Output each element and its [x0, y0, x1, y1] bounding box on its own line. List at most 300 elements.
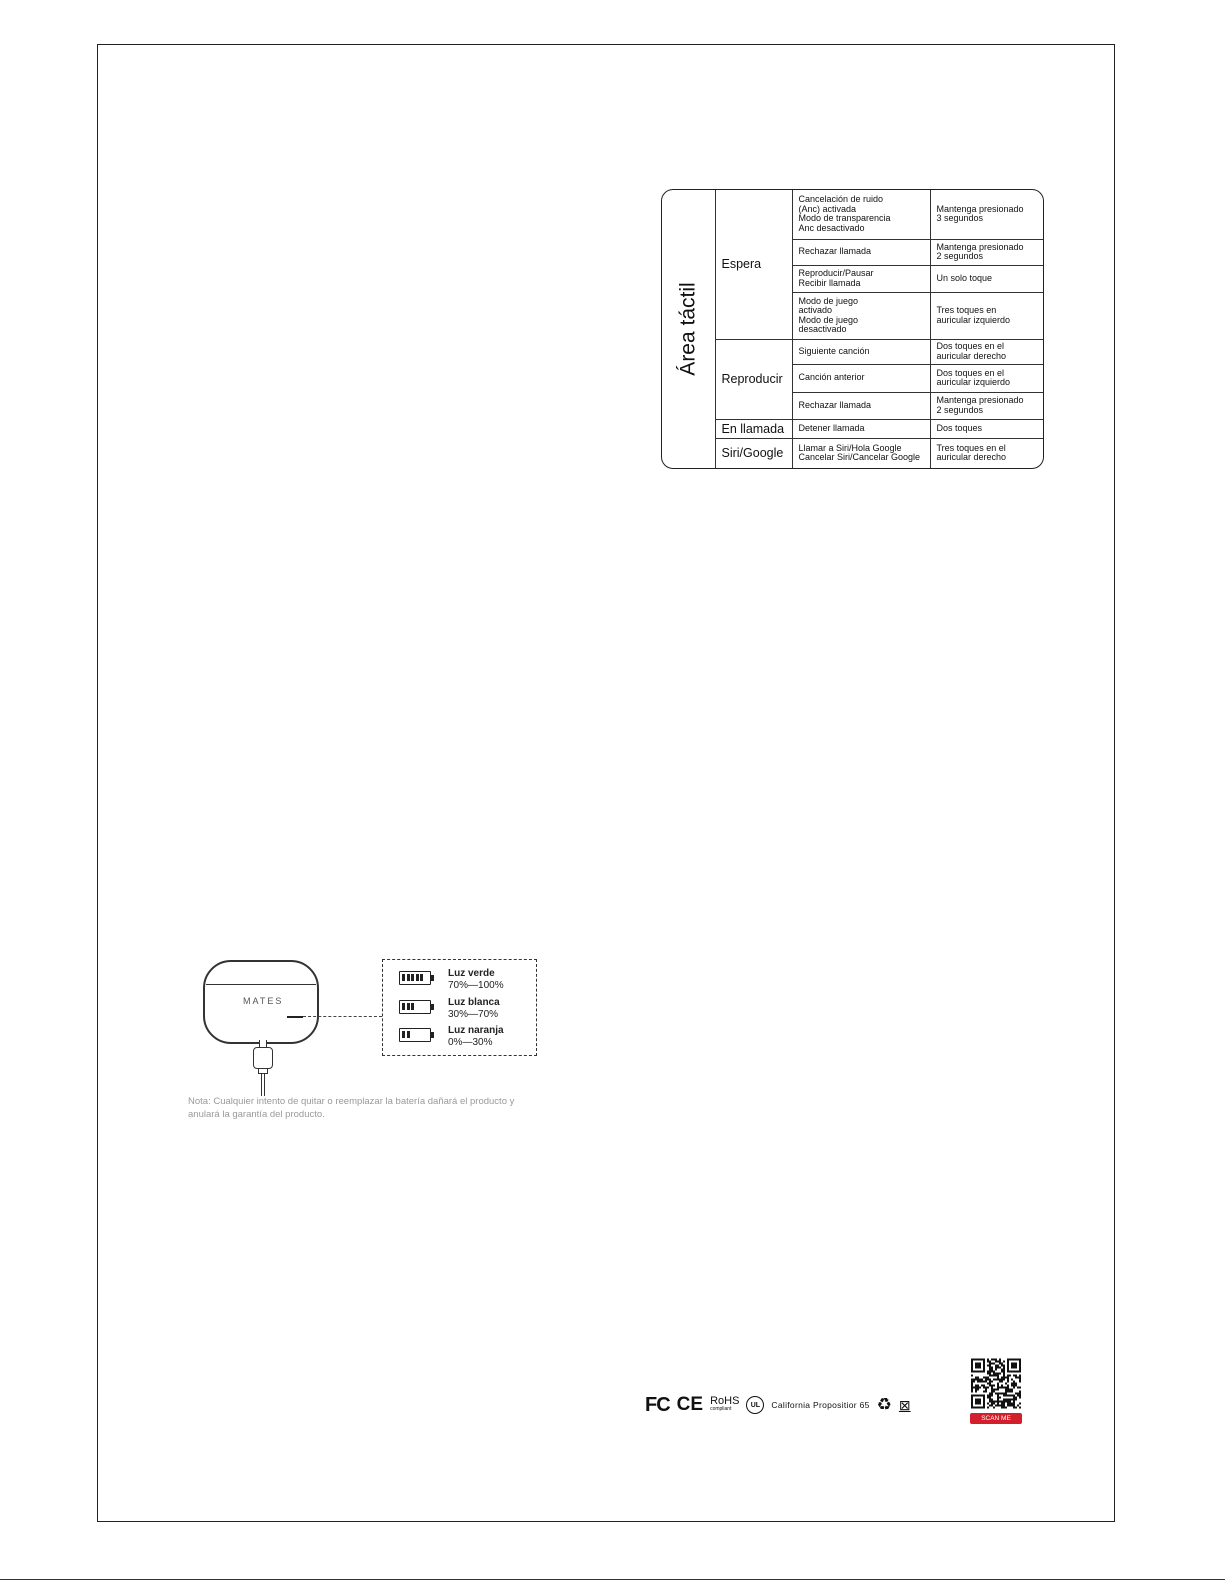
qr-module: [993, 1379, 995, 1381]
qr-module: [989, 1393, 991, 1395]
qr-module: [993, 1371, 995, 1373]
qr-module: [1007, 1387, 1009, 1389]
qr-module: [987, 1403, 989, 1405]
qr-module: [991, 1405, 993, 1407]
qr-module: [1001, 1379, 1003, 1381]
qr-module: [995, 1393, 997, 1395]
action-cell: Tres toques en auricular izquierdo: [930, 292, 1043, 339]
qr-module: [1009, 1405, 1011, 1407]
qr-module: [1001, 1371, 1003, 1373]
bottom-rule: [0, 1579, 1225, 1580]
qr-module: [1001, 1369, 1003, 1371]
qr-module: [983, 1377, 985, 1379]
qr-module: [1005, 1389, 1007, 1391]
qr-module: [1011, 1383, 1013, 1385]
qr-module: [1007, 1375, 1009, 1377]
qr-module: [1009, 1395, 1011, 1397]
qr-module: [995, 1389, 997, 1391]
battery-medium-icon: [399, 1000, 431, 1014]
qr-module: [997, 1405, 999, 1407]
qr-module: [1001, 1393, 1003, 1395]
qr-module: [975, 1363, 981, 1369]
qr-module: [1007, 1401, 1009, 1403]
qr-module: [991, 1401, 993, 1403]
weee-bin-icon: ⊠: [898, 1396, 911, 1413]
qr-module: [1003, 1361, 1005, 1363]
qr-module: [989, 1361, 991, 1363]
led-leader-line: [303, 1016, 382, 1017]
qr-module: [991, 1393, 993, 1395]
qr-module: [995, 1365, 997, 1367]
qr-module: [1003, 1373, 1005, 1375]
area-cell: [662, 190, 715, 468]
battery-bar: [402, 1003, 405, 1010]
battery-bar: [416, 974, 419, 981]
qr-module: [999, 1363, 1001, 1365]
qr-module: [979, 1379, 981, 1381]
qr-module: [1013, 1405, 1015, 1407]
qr-module: [991, 1381, 993, 1383]
qr-module: [995, 1361, 997, 1363]
battery-bar: [407, 1031, 410, 1038]
qr-module: [1015, 1383, 1017, 1385]
qr-module: [977, 1389, 979, 1391]
qr-module: [981, 1379, 983, 1381]
qr-module: [977, 1385, 979, 1387]
function-cell: Detener llamada: [792, 419, 930, 438]
touch-controls-table: [661, 189, 1044, 469]
qr-module: [997, 1385, 999, 1387]
qr-module: [985, 1381, 987, 1383]
qr-module: [977, 1387, 979, 1389]
table-row: [662, 190, 1043, 239]
qr-module: [989, 1385, 991, 1387]
qr-module: [1003, 1371, 1005, 1373]
qr-module: [989, 1405, 991, 1407]
qr-module: [1007, 1395, 1009, 1397]
qr-module: [1015, 1377, 1017, 1379]
qr-module: [993, 1385, 995, 1387]
legend-name: Luz verde: [448, 968, 495, 979]
qr-module: [1003, 1377, 1005, 1379]
qr-module: [977, 1381, 979, 1383]
legend-item-white: [399, 997, 529, 1025]
qr-module: [1019, 1393, 1021, 1395]
rohs-logo: [710, 1397, 739, 1413]
qr-module: [999, 1387, 1001, 1389]
qr-module: [997, 1397, 999, 1399]
qr-module: [1001, 1407, 1003, 1409]
qr-module: [975, 1391, 977, 1393]
qr-module: [991, 1363, 993, 1365]
qr-module: [977, 1377, 979, 1379]
qr-module: [1005, 1383, 1007, 1385]
qr-module: [979, 1387, 981, 1389]
qr-module: [999, 1359, 1001, 1361]
qr-module: [1019, 1377, 1021, 1379]
qr-module: [983, 1385, 985, 1387]
qr-module: [1003, 1393, 1005, 1395]
qr-module: [973, 1379, 975, 1381]
qr-module: [991, 1367, 993, 1369]
qr-module: [987, 1365, 989, 1367]
battery-bar: [402, 974, 405, 981]
qr-module: [995, 1367, 997, 1369]
battery-tip: [431, 975, 434, 981]
qr-module: [1005, 1401, 1007, 1403]
qr-module: [1013, 1383, 1015, 1385]
qr-module: [1001, 1385, 1003, 1387]
qr-module: [1015, 1407, 1017, 1409]
qr-module: [975, 1389, 977, 1391]
qr-module: [1003, 1365, 1005, 1367]
qr-module: [1019, 1395, 1021, 1397]
qr-module: [1015, 1397, 1017, 1399]
qr-module: [985, 1387, 987, 1389]
qr-module: [991, 1395, 993, 1397]
area-label: Área táctil: [676, 282, 700, 376]
table-row: [662, 339, 1043, 364]
qr-module: [993, 1373, 995, 1375]
qr-code-icon[interactable]: [971, 1357, 1021, 1410]
qr-module: [997, 1375, 999, 1377]
recycle-icon: ♻: [876, 1395, 892, 1414]
qr-module: [1017, 1377, 1019, 1379]
battery-bar: [411, 1003, 414, 1010]
qr-module: [1001, 1363, 1003, 1365]
qr-module: [977, 1379, 979, 1381]
qr-module: [989, 1401, 991, 1403]
qr-module: [1001, 1405, 1003, 1407]
qr-module: [1001, 1401, 1003, 1403]
qr-module: [997, 1387, 999, 1389]
qr-module: [1001, 1365, 1003, 1367]
certification-strip: [645, 1393, 918, 1417]
legend-range: 0%—30%: [448, 1036, 493, 1048]
function-cell: Reproducir/Pausar Recibir llamada: [792, 265, 930, 292]
qr-module: [987, 1373, 989, 1375]
qr-module: [1001, 1377, 1003, 1379]
qr-module: [999, 1379, 1001, 1381]
qr-module: [1017, 1395, 1019, 1397]
qr-module: [1013, 1375, 1015, 1377]
qr-module: [1003, 1403, 1005, 1405]
action-cell: Dos toques en el auricular izquierdo: [930, 364, 1043, 392]
qr-module: [997, 1373, 999, 1375]
battery-note: Nota: Cualquier intento de quitar o reemplazar la batería dañará el producto y anulará la garantía del producto.: [188, 1096, 515, 1120]
action-cell: Mantenga presionado 3 segundos: [930, 190, 1043, 239]
qr-module: [991, 1399, 993, 1401]
qr-module: [1009, 1401, 1011, 1403]
qr-module: [1011, 1395, 1013, 1397]
battery-bar: [420, 974, 423, 981]
qr-module: [989, 1381, 991, 1383]
usb-c-plug-icon: [253, 1047, 273, 1069]
qr-module: [985, 1391, 987, 1393]
qr-module: [989, 1369, 991, 1371]
qr-module: [997, 1383, 999, 1385]
qr-module: [1007, 1377, 1009, 1379]
qr-module: [999, 1393, 1001, 1395]
battery-fill: [402, 1003, 416, 1010]
qr-module: [989, 1363, 991, 1365]
qr-module: [1009, 1389, 1011, 1391]
qr-module: [1001, 1381, 1003, 1383]
qr-module: [1011, 1403, 1013, 1405]
qr-module: [995, 1401, 997, 1403]
qr-module: [995, 1375, 997, 1377]
qr-module: [1009, 1375, 1011, 1377]
qr-module: [993, 1375, 995, 1377]
action-cell: Tres toques en el auricular derecho: [930, 438, 1043, 468]
qr-module: [1013, 1381, 1015, 1383]
qr-module: [1019, 1387, 1021, 1389]
qr-module: [971, 1385, 973, 1387]
qr-module: [989, 1383, 991, 1385]
legend-range: 30%—70%: [448, 1008, 499, 1020]
qr-module: [1005, 1407, 1007, 1409]
qr-module: [1005, 1395, 1007, 1397]
fcc-logo: FC: [645, 1393, 670, 1416]
qr-module: [981, 1381, 983, 1383]
function-cell: Modo de juego activado Modo de juego desactivado: [792, 292, 930, 339]
qr-module: [1011, 1389, 1013, 1391]
legend-name: Luz naranja: [448, 1025, 504, 1036]
qr-module: [987, 1383, 989, 1385]
qr-module: [989, 1373, 991, 1375]
qr-module: [987, 1379, 989, 1381]
qr-module: [987, 1359, 989, 1361]
qr-module: [1011, 1385, 1013, 1387]
function-cell: Canción anterior: [792, 364, 930, 392]
function-cell: Siguiente canción: [792, 339, 930, 364]
function-cell: Llamar a Siri/Hola Google Cancelar Siri/Cancelar Google: [792, 438, 930, 468]
qr-module: [1019, 1407, 1021, 1409]
legend-item-green: [399, 968, 529, 996]
qr-module: [1003, 1407, 1005, 1409]
qr-module: [975, 1399, 981, 1405]
qr-module: [979, 1381, 981, 1383]
qr-module: [1015, 1399, 1017, 1401]
qr-module: [1011, 1399, 1013, 1401]
qr-module: [971, 1383, 973, 1385]
qr-module: [999, 1405, 1001, 1407]
qr-module: [989, 1365, 991, 1367]
qr-module: [999, 1401, 1001, 1403]
qr-module: [1007, 1389, 1009, 1391]
qr-module: [991, 1385, 993, 1387]
qr-module: [1015, 1375, 1017, 1377]
ul-logo: UL: [746, 1396, 764, 1414]
qr-module: [1019, 1381, 1021, 1383]
qr-module: [1003, 1369, 1005, 1371]
function-cell: Rechazar llamada: [792, 239, 930, 265]
qr-module: [987, 1397, 989, 1399]
case-lid-seam: [206, 984, 316, 985]
rohs-subtext: compliant: [710, 1406, 732, 1412]
qr-module: [997, 1367, 999, 1369]
qr-module: [989, 1395, 991, 1397]
qr-module: [993, 1389, 995, 1391]
qr-module: [993, 1359, 995, 1361]
qr-module: [989, 1399, 991, 1401]
legend-range: 70%—100%: [448, 979, 504, 991]
qr-module: [987, 1361, 989, 1363]
battery-tip: [431, 1004, 434, 1010]
qr-module: [981, 1385, 983, 1387]
qr-module: [999, 1373, 1001, 1375]
case-led-indicator: [287, 1016, 303, 1018]
qr-module: [1017, 1387, 1019, 1389]
qr-module: [989, 1379, 991, 1381]
qr-module: [1007, 1403, 1009, 1405]
qr-module: [1001, 1387, 1003, 1389]
qr-module: [1013, 1407, 1015, 1409]
qr-module: [997, 1389, 999, 1391]
qr-module: [1003, 1379, 1005, 1381]
qr-module: [1005, 1399, 1007, 1401]
qr-module: [1003, 1401, 1005, 1403]
qr-module: [1019, 1391, 1021, 1393]
qr-module: [1007, 1399, 1009, 1401]
qr-module: [987, 1377, 989, 1379]
qr-module: [1003, 1375, 1005, 1377]
qr-module: [1013, 1385, 1015, 1387]
qr-module: [997, 1403, 999, 1405]
qr-module: [973, 1387, 975, 1389]
qr-module: [1013, 1397, 1015, 1399]
qr-module: [987, 1371, 989, 1373]
qr-module: [1003, 1395, 1005, 1397]
qr-module: [987, 1407, 989, 1409]
qr-module: [1019, 1375, 1021, 1377]
qr-module: [1007, 1385, 1009, 1387]
qr-module: [997, 1393, 999, 1395]
qr-module: [987, 1387, 989, 1389]
qr-module: [989, 1367, 991, 1369]
legend-name: Luz blanca: [448, 997, 500, 1008]
action-cell: Mantenga presionado 2 segundos: [930, 392, 1043, 419]
ce-logo: CE: [676, 1394, 704, 1415]
battery-tip: [431, 1032, 434, 1038]
qr-module: [975, 1385, 977, 1387]
qr-module: [1007, 1405, 1009, 1407]
qr-module: [1017, 1405, 1019, 1407]
battery-fill: [402, 1031, 411, 1038]
qr-module: [997, 1395, 999, 1397]
case-brand-text: MATES: [243, 996, 284, 1006]
battery-bar: [402, 1031, 405, 1038]
qr-module: [997, 1361, 999, 1363]
qr-module: [999, 1367, 1001, 1369]
qr-module: [989, 1397, 991, 1399]
qr-module: [997, 1377, 999, 1379]
qr-module: [995, 1359, 997, 1361]
function-cell: Rechazar llamada: [792, 392, 930, 419]
qr-module: [989, 1371, 991, 1373]
qr-module: [993, 1401, 995, 1403]
qr-module: [995, 1405, 997, 1407]
qr-module: [971, 1381, 973, 1383]
battery-full-icon: [399, 971, 431, 985]
qr-module: [997, 1401, 999, 1403]
qr-module: [1019, 1379, 1021, 1381]
qr-module: [1009, 1399, 1011, 1401]
qr-module: [991, 1371, 993, 1373]
qr-module: [993, 1407, 995, 1409]
qr-module: [991, 1391, 993, 1393]
qr-module: [1013, 1387, 1015, 1389]
qr-module: [987, 1395, 989, 1397]
qr-module: [1013, 1403, 1015, 1405]
legend-item-orange: [399, 1025, 529, 1053]
qr-module: [1003, 1367, 1005, 1369]
qr-module: [999, 1381, 1001, 1383]
qr-module: [997, 1365, 999, 1367]
qr-module: [1003, 1405, 1005, 1407]
qr-module: [991, 1359, 993, 1361]
table-row: [662, 438, 1043, 468]
qr-module: [983, 1381, 985, 1383]
legend-text: [448, 997, 500, 1020]
qr-module: [983, 1387, 985, 1389]
prop65-text: California Propositior 65: [771, 1400, 870, 1410]
qr-module: [975, 1387, 977, 1389]
qr-module: [1019, 1403, 1021, 1405]
qr-module: [983, 1391, 985, 1393]
qr-module: [1015, 1393, 1017, 1395]
qr-module: [989, 1375, 991, 1377]
qr-module: [1011, 1379, 1013, 1381]
qr-module: [991, 1403, 993, 1405]
qr-module: [1009, 1403, 1011, 1405]
qr-module: [1003, 1399, 1005, 1401]
qr-module: [985, 1377, 987, 1379]
qr-module: [1013, 1401, 1015, 1403]
action-cell: Mantenga presionado 2 segundos: [930, 239, 1043, 265]
qr-module: [1017, 1393, 1019, 1395]
qr-module: [971, 1391, 973, 1393]
scan-me-label: SCAN ME: [970, 1413, 1022, 1424]
qr-module: [1005, 1387, 1007, 1389]
qr-module: [1015, 1385, 1017, 1387]
qr-module: [993, 1363, 995, 1365]
qr-module: [1011, 1363, 1017, 1369]
qr-module: [975, 1377, 977, 1379]
qr-module: [1005, 1391, 1007, 1393]
qr-module: [1019, 1397, 1021, 1399]
qr-module: [991, 1387, 993, 1389]
qr-module: [999, 1397, 1001, 1399]
qr-module: [991, 1375, 993, 1377]
qr-module: [993, 1391, 995, 1393]
qr-module: [1007, 1391, 1009, 1393]
qr-module: [971, 1375, 973, 1377]
qr-module: [1005, 1393, 1007, 1395]
qr-module: [997, 1399, 999, 1401]
rohs-text: RoHS: [710, 1395, 740, 1407]
qr-module: [1001, 1403, 1003, 1405]
qr-module: [975, 1379, 977, 1381]
action-cell: Dos toques en el auricular derecho: [930, 339, 1043, 364]
legend-text: [448, 968, 504, 991]
qr-module: [1013, 1399, 1015, 1401]
qr-module: [973, 1381, 975, 1383]
qr-module: [1003, 1387, 1005, 1389]
action-cell: Dos toques: [930, 419, 1043, 438]
qr-module: [991, 1369, 993, 1371]
mode-reproducir: Reproducir: [715, 339, 792, 419]
